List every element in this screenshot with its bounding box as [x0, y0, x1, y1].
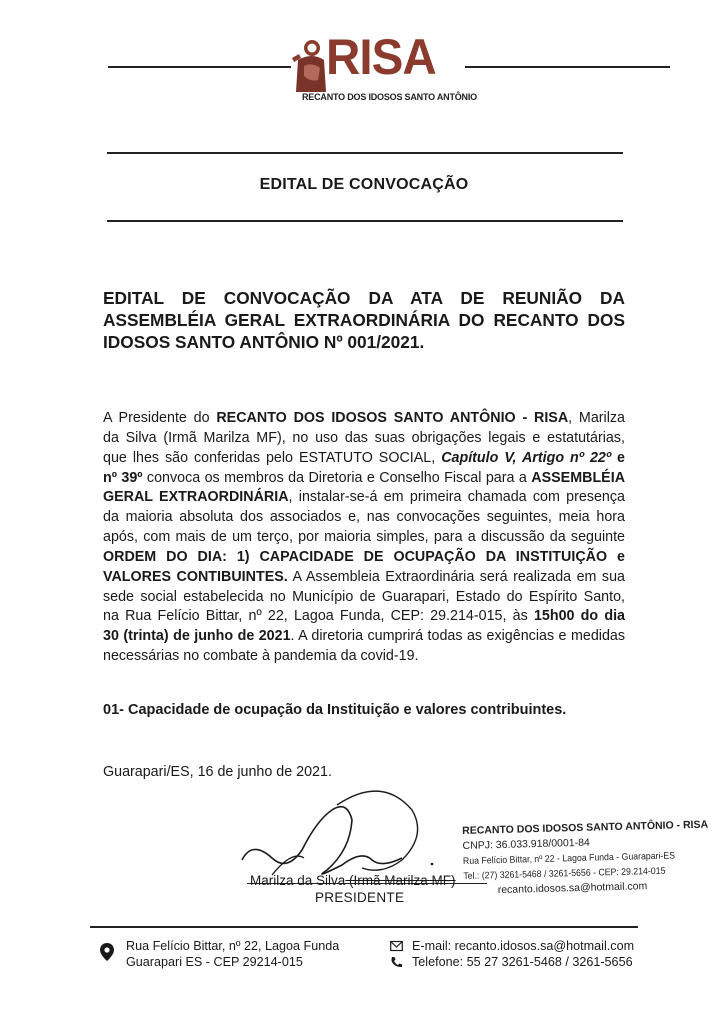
title-line-3: IDOSOS SANTO ANTÔNIO Nº 001/2021. [103, 332, 425, 352]
body-line: VALORES CONTIBUINTES. A Assembleia Extraordinária será realizada em sua [103, 568, 625, 585]
phone-icon [390, 956, 403, 968]
stamp-line: recanto.idosos.sa@hotmail.com [497, 880, 648, 897]
address-line-1: Rua Felício Bittar, nº 22, Lagoa Funda [126, 939, 340, 953]
footer-contact [390, 938, 634, 970]
body-line: da Silva (Irmã Marilza MF), no uso das suas obrigações legais e estatutárias, [103, 429, 625, 446]
location-pin-icon [100, 943, 114, 961]
header-line-right [465, 66, 670, 68]
footer-email: E-mail: recanto.idosos.sa@hotmail.com [412, 939, 635, 953]
stamp-line: Rua Felício Bittar, nº 22 - Lagoa Funda - Guarapari-ES [462, 850, 676, 867]
institution-stamp [462, 818, 709, 899]
body-line: na Rua Felício Bittar, nº 22, Lagoa Funda, CEP: 29.214-015, às 15h00 do dia [103, 608, 625, 625]
page-heading: EDITAL DE CONVOCAÇÃO [259, 176, 469, 193]
footer-rule [90, 926, 638, 928]
footer-phone-row [390, 954, 634, 970]
body-line: nº 39º convoca os membros da Diretoria e Conselho Fiscal para a ASSEMBLÉIA [103, 469, 626, 486]
body-line: 30 (trinta) de junho de 2021. A diretoria cumprirá todas as exigências e medidas [103, 628, 625, 645]
title-line-1: EDITAL DE CONVOCAÇÃO DA ATA DE REUNIÃO DA [103, 288, 625, 308]
logo-subtitle: RECANTO DOS IDOSOS SANTO ANTÔNIO [302, 92, 477, 102]
document-title [103, 287, 625, 353]
stamp-line: RECANTO DOS IDOSOS SANTO ANTÔNIO - RISA [462, 818, 709, 837]
envelope-icon [390, 940, 403, 952]
signatory-role: PRESIDENTE [315, 890, 405, 905]
footer-phone: Telefone: 55 27 3261-5468 / 3261-5656 [412, 955, 633, 969]
body-line: sede social estabelecida no Município de Guarapari, Estado do Espírito Santo, [103, 588, 625, 605]
agenda-item: 01- Capacidade de ocupação da Instituição e valores contribuintes. [103, 702, 567, 718]
footer-email-row [390, 938, 634, 954]
body-paragraph [103, 409, 625, 667]
heading-rule-top [107, 152, 623, 154]
logo-wordmark: RISA [326, 29, 436, 85]
stamp-line: Tel.: (27) 3261-5468 / 3261-5656 - CEP: 29.214-015 [463, 865, 666, 882]
body-line: ORDEM DO DIA: 1) CAPACIDADE DE OCUPAÇÃO DA INSTITUIÇÃO e [103, 548, 625, 565]
risa-logo [288, 28, 477, 108]
body-line: após, com mais de um terço, por maioria simples, para a discussão da seguinte [103, 529, 625, 546]
body-line: necessárias no combate à pandemia da covid-19. [103, 648, 419, 665]
place-date: Guarapari/ES, 16 de junho de 2021. [103, 764, 332, 780]
body-line: GERAL EXTRAORDINÁRIA, instalar-se-á em primeira chamada com presença [103, 489, 625, 506]
address-line-2: Guarapari ES - CEP 29214-015 [126, 955, 303, 969]
body-line: da maioria absoluta dos associados e, nas convocações seguintes, meia hora [103, 509, 625, 526]
body-line: que lhes são conferidas pelo ESTATUTO SOCIAL, Capítulo V, Artigo nº 22º e [103, 449, 625, 466]
heading-rule-bottom [107, 220, 623, 222]
signatory-name: Marilza da Silva (Irmã Marilza MF) [250, 873, 456, 888]
title-line-2: ASSEMBLÉIA GERAL EXTRAORDINÁRIA DO RECANTO DOS [103, 310, 625, 330]
body-line: A Presidente do RECANTO DOS IDOSOS SANTO ANTÔNIO - RISA, Marilza [103, 410, 625, 426]
header-line-left [108, 66, 291, 68]
stamp-line: CNPJ: 36.033.918/0001-84 [462, 836, 590, 852]
